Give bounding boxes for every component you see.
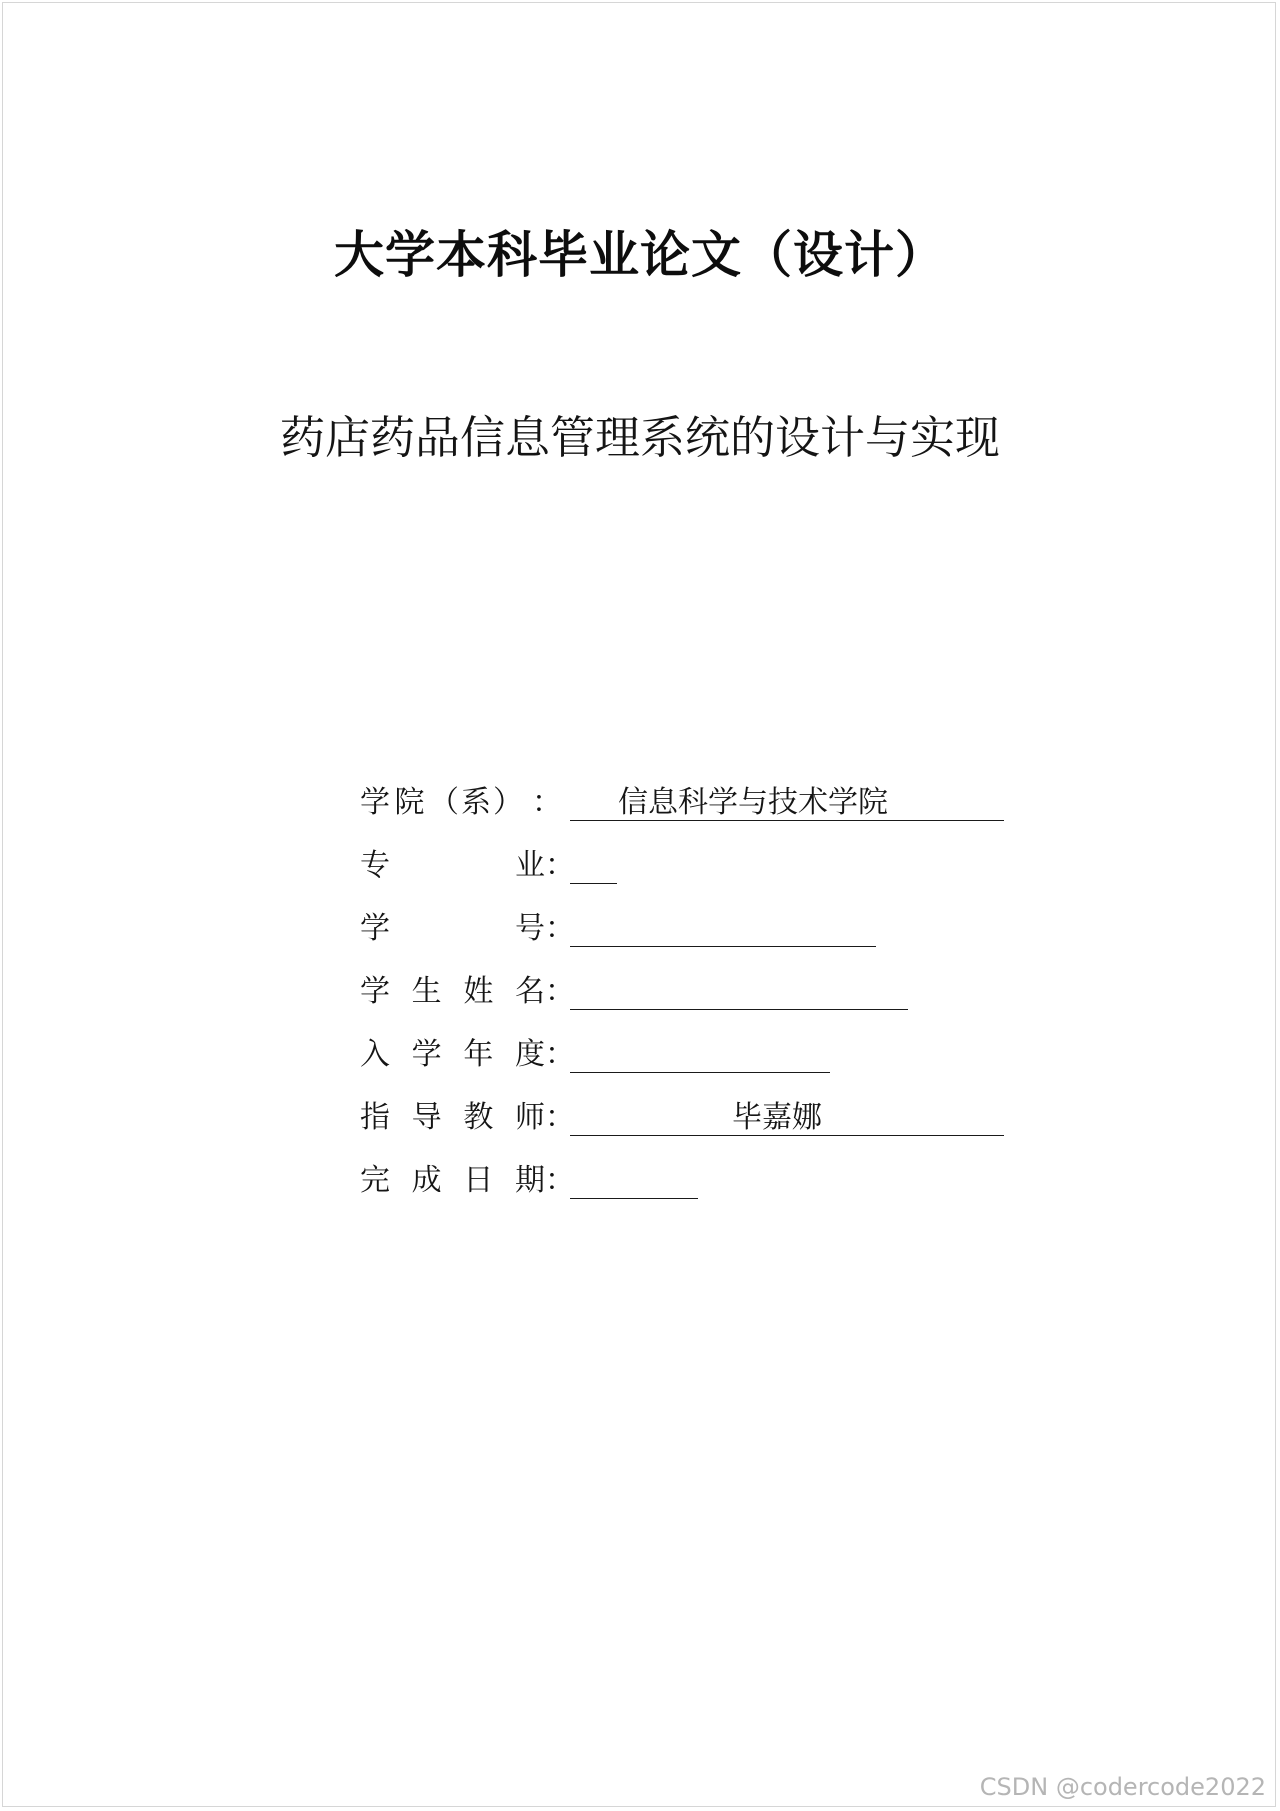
completion-date-label-char: 完: [360, 1163, 390, 1198]
college-row: [360, 770, 1060, 833]
completion-date-colon: ：: [545, 1163, 575, 1198]
student-name-label-char: 姓: [463, 974, 494, 1009]
enrollment-year-label: [360, 1037, 545, 1073]
student-id-row: [360, 896, 1060, 959]
student-name-label-char: 名: [514, 974, 545, 1009]
enrollment-year-label-char: 入: [360, 1037, 390, 1072]
major-label-char: 业: [515, 848, 545, 883]
student-name-underline: [570, 974, 908, 1010]
advisor-label-char: 导: [411, 1100, 442, 1135]
student-id-colon: ：: [545, 911, 575, 946]
cover-info-list: [360, 770, 1060, 1211]
advisor-row: [360, 1085, 1060, 1148]
student-name-colon: ：: [545, 974, 575, 1009]
enrollment-year-underline: [570, 1037, 830, 1073]
major-underline: [570, 848, 617, 884]
enrollment-year-row: [360, 1022, 1060, 1085]
advisor-label: [360, 1100, 545, 1136]
main-title: 大学本科毕业论文（设计）: [334, 226, 946, 284]
major-label: [360, 848, 545, 884]
student-id-underline: [570, 911, 876, 947]
enrollment-year-label-char: 度: [514, 1037, 545, 1072]
college-label: [360, 785, 525, 821]
completion-date-underline: [570, 1163, 698, 1199]
completion-date-label-char: 期: [514, 1163, 545, 1198]
student-name-label-char: 生: [411, 974, 442, 1009]
college-label-char: 院: [394, 785, 425, 820]
student-id-label-char: 学: [360, 911, 390, 946]
college-label-char: 学: [360, 785, 390, 820]
major-colon: ：: [545, 848, 575, 883]
completion-date-label-char: 日: [463, 1163, 494, 1198]
student-id-label: [360, 911, 545, 947]
advisor-value: 毕嘉娜: [732, 1100, 822, 1135]
student-name-row: [360, 959, 1060, 1022]
major-row: [360, 833, 1060, 896]
student-name-label: [360, 974, 545, 1010]
completion-date-label: [360, 1163, 545, 1199]
completion-date-label-char: 成: [411, 1163, 442, 1198]
advisor-label-char: 教: [463, 1100, 494, 1135]
college-colon: ：: [532, 785, 562, 820]
advisor-label-char: 师: [514, 1100, 545, 1135]
student-name-label-char: 学: [360, 974, 390, 1009]
advisor-colon: ：: [545, 1100, 575, 1135]
major-label-char: 专: [360, 848, 390, 883]
completion-date-row: [360, 1148, 1060, 1211]
enrollment-year-label-char: 学: [411, 1037, 442, 1072]
college-value: 信息科学与技术学院: [618, 785, 888, 820]
student-id-label-char: 号: [515, 911, 545, 946]
college-label-char: （系）: [429, 785, 525, 820]
enrollment-year-label-char: 年: [463, 1037, 494, 1072]
advisor-label-char: 指: [360, 1100, 390, 1135]
csdn-watermark: CSDN @codercode2022: [979, 1773, 1266, 1801]
enrollment-year-colon: ：: [545, 1037, 575, 1072]
thesis-title: 药店药品信息管理系统的设计与实现: [279, 411, 1000, 464]
